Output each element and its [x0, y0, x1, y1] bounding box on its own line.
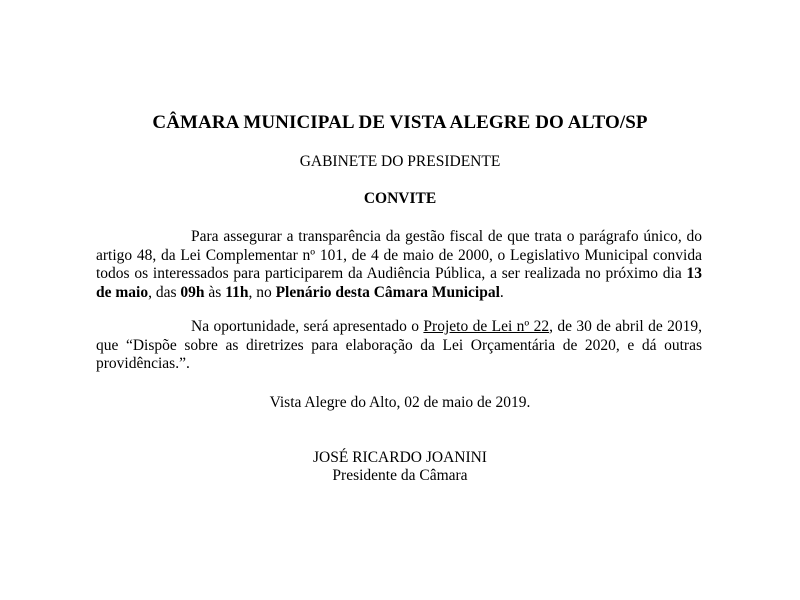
bill-paragraph [96, 318, 702, 374]
paragraph-text: , de 30 de abril de 2019, que “Dispõe sobre as diretrizes para elaboração da Lei Orçamentária de 2020, e dá outras providências.”. [96, 318, 702, 372]
bill-reference: Projeto de Lei nº 22 [423, 318, 550, 335]
paragraph-text: às [204, 283, 226, 301]
signer-role: Presidente da Câmara [332, 467, 468, 484]
invitation-paragraph [96, 228, 702, 302]
document-type-heading: CONVITE [363, 190, 437, 207]
hearing-venue: Plenário desta Câmara Municipal [275, 283, 500, 301]
start-time: 09h [180, 283, 205, 301]
paragraph-text: , das [148, 283, 181, 301]
paragraph-text: . [499, 283, 504, 301]
end-time: 11h [225, 283, 249, 301]
paragraph-text: Para assegurar a transparência da gestão fiscal de que trata o parágrafo único, do artigo 48, da Lei Complementar nº 101, de 4 de maio de 2000, o Legislativo Municipal convida todos os interessados para participarem da Audiência Pública, a ser realizada no próximo dia [96, 228, 702, 282]
hearing-date: 13 de maio [96, 265, 702, 301]
paragraph-text: Na oportunidade, será apresentado o [191, 318, 424, 335]
paragraph-text: , no [248, 283, 276, 301]
signer-name: JOSÉ RICARDO JOANINI [313, 449, 487, 466]
office-heading: GABINETE DO PRESIDENTE [299, 153, 501, 170]
organization-title: CÂMARA MUNICIPAL DE VISTA ALEGRE DO ALTO/SP [152, 112, 648, 133]
place-date-line: Vista Alegre do Alto, 02 de maio de 2019. [269, 394, 531, 411]
